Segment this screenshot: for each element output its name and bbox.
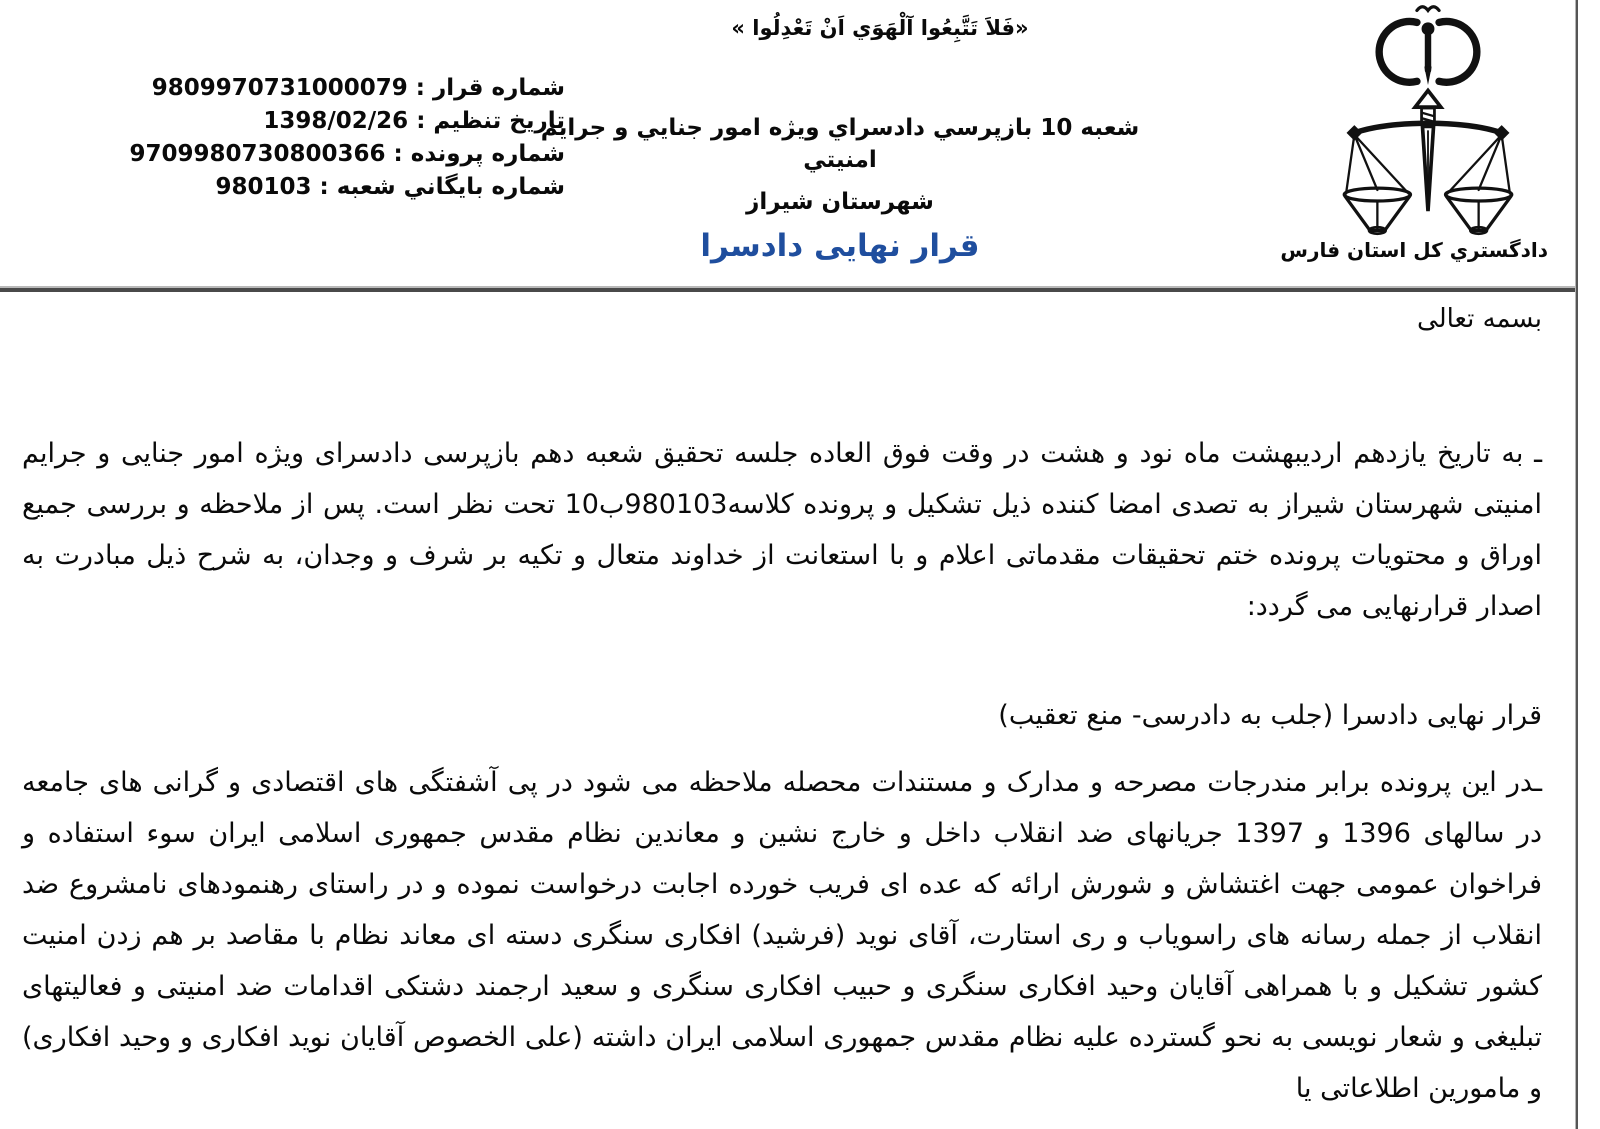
document-body xyxy=(0,296,1600,1114)
branch-city: شهرستان شيراز xyxy=(746,189,934,215)
case-number-label: شماره بايگاني شعبه : xyxy=(319,174,565,200)
judiciary-logo-block xyxy=(1280,4,1548,262)
scales-of-justice-icon xyxy=(1323,4,1533,236)
case-number-label: شماره قرار : xyxy=(415,75,565,101)
opening-paragraph: ـ به تاریخ یازدهم اردیبهشت ماه نود و هشت در وقت فوق العاده جلسه تحقیق شعبه دهم بازپرسی دادسرای ویژه امور جنایی و جرایم امنیتی شهرستان شیراز به تصدی امضا کننده ذیل تشکیل و پرونده کلاسه980103ب10 تحت نظر است. پس از ملاحظه و بررسی جمیع اوراق و محتویات پرونده ختم تحقیقات مقدماتی اعلام و با استعانت از خداوند متعال و تکیه بر شرف و وجدان، به شرح ذیل مبادرت به اصدار قرارنهایی می گردد: xyxy=(22,438,1542,622)
case-number-value: 9709980730800366 xyxy=(129,141,386,167)
header-divider xyxy=(0,286,1575,292)
letterhead xyxy=(0,0,1600,288)
case-number-label: شماره پرونده : xyxy=(393,141,565,167)
ruling-heading: قرار نهایی دادسرا (جلب به دادرسی- منع تعقیب) xyxy=(998,700,1542,731)
logo-caption: دادگستري کل استان فارس xyxy=(1280,238,1548,262)
case-number-value: 980103 xyxy=(215,174,312,200)
bismillah: بسمه تعالی xyxy=(1417,304,1542,334)
case-number-value: 1398/02/26 xyxy=(263,108,409,134)
case-number-label: تاريخ تنظيم : xyxy=(416,108,565,134)
case-numbers-block xyxy=(129,72,565,204)
branch-title-block xyxy=(530,112,1150,264)
case-number-row xyxy=(135,171,565,204)
case-number-value: 9809970731000079 xyxy=(151,75,408,101)
document-title: قرار نهایی دادسرا xyxy=(700,228,980,264)
quran-quote: «فَلاَ تَتَّبِعُوا آلْهَوَي اَنْ تَعْدِلُوا » xyxy=(731,16,1029,40)
branch-name: شعبه 10 بازپرسي دادسراي ويژه امور جنايي و جرايم امنيتي xyxy=(540,115,1140,173)
ruling-paragraph: ـدر این پرونده برابر مندرجات مصرحه و مدارک و مستندات محصله ملاحظه می شود در پی آشفتگی های اقتصادی و گرانی های جامعه در سالهای 1396 و 1397 جریانهای ضد انقلاب داخل و خارج نشین و معاندین نظام مقدس جمهوری اسلامی ایران سوء استفاده و فراخوان عمومی جهت اغتشاش و شورش ارائه که عده ای فریب خورده اجابت درخواست نموده و در راستای رهنمودهای نامشروع ضد انقلاب از جمله رسانه های راسویاب و ری استارت، آقای نوید (فرشید) افکاری سنگری دسته ای معاند نظام با مقاصد بر هم زدن امنیت کشور تشکیل و با همراهی آقایان وحید افکاری سنگری و حبیب افکاری سنگری و سعید ارجمند دشتکی اقدامات ضد امنیتی و فعالیتهای تبلیغی و شعار نویسی به نحو گسترده علیه نظام مقدس جمهوری اسلامی ایران داشته (علی الخصوص آقایان نوید افکاری و وحید افکاری) و مامورین اطلاعاتی یا xyxy=(22,767,1542,1104)
case-number-row xyxy=(129,138,565,171)
case-number-row xyxy=(135,105,565,138)
case-number-row xyxy=(135,72,565,105)
